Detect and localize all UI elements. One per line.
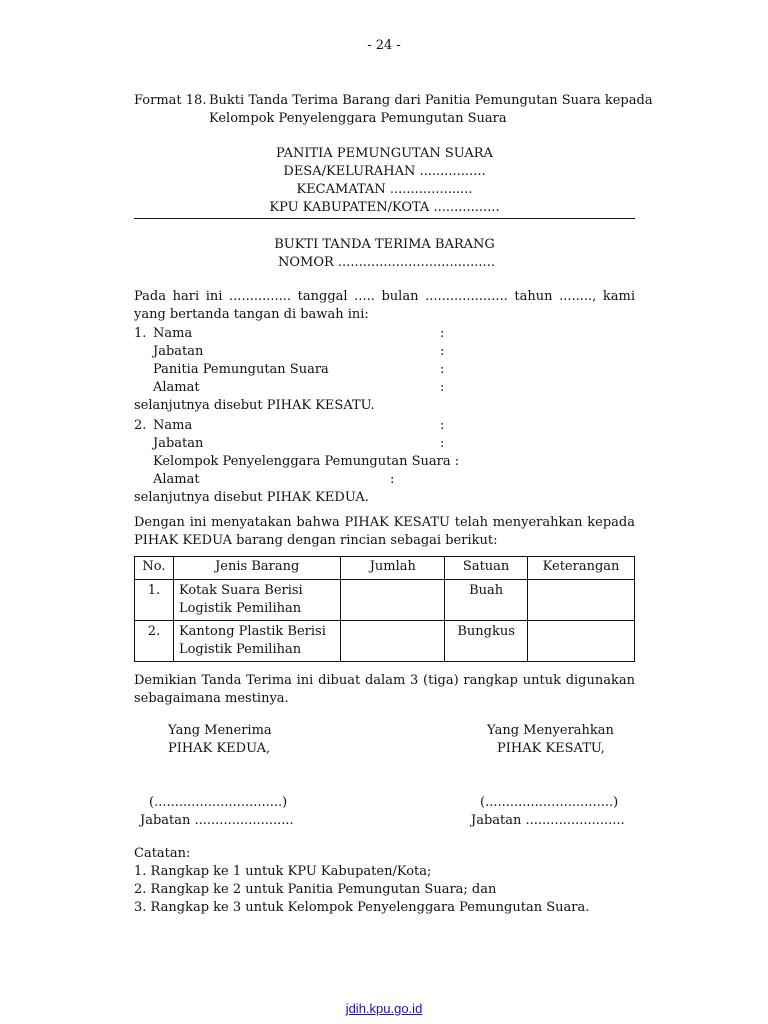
giver-label: Yang Menyerahkan xyxy=(487,723,614,738)
table-header: No. xyxy=(135,557,174,580)
items-table xyxy=(134,556,635,662)
party2-number: 2. xyxy=(134,418,147,433)
party2-field-label: Jabatan xyxy=(153,436,204,451)
party2-field-colon: : xyxy=(440,418,445,433)
header-divider xyxy=(134,218,635,219)
party1-field-label: Panitia Pemungutan Suara xyxy=(153,362,329,377)
format-title-line1: Bukti Tanda Terima Barang dari Panitia Pemungutan Suara kepada xyxy=(209,93,653,108)
closing-statement: Demikian Tanda Terima ini dibuat dalam 3 (tiga) rangkap untuk digunakan sebagaimana mestinya. xyxy=(134,673,635,706)
giver-party: PIHAK KESATU, xyxy=(497,741,605,756)
party2-field-colon: : xyxy=(390,472,395,487)
page-number: - 24 - xyxy=(367,38,401,53)
item-name-line2: Logistik Pemilihan xyxy=(178,642,302,657)
party1-field-label: Nama xyxy=(153,326,193,341)
party1-field-colon: : xyxy=(440,362,445,377)
row-quantity xyxy=(341,580,445,621)
party2-closing: selanjutnya disebut PIHAK KEDUA. xyxy=(134,490,369,505)
item-name-line2: Logistik Pemilihan xyxy=(178,601,302,616)
doc-title: BUKTI TANDA TERIMA BARANG xyxy=(274,237,495,252)
row-remarks xyxy=(528,621,635,662)
notes-title: Catatan: xyxy=(134,846,191,861)
party1-field-colon: : xyxy=(440,326,445,341)
row-number: 2. xyxy=(135,621,174,662)
giver-position: Jabatan ........................ xyxy=(471,813,625,828)
table-header: Jumlah xyxy=(341,557,445,580)
receiver-party: PIHAK KEDUA, xyxy=(168,741,271,756)
row-unit: Buah xyxy=(445,580,528,621)
party2-field-label: Nama xyxy=(153,418,193,433)
header-line4: KPU KABUPATEN/KOTA ................ xyxy=(269,200,500,215)
table-row xyxy=(135,621,635,662)
header-line1: PANITIA PEMUNGUTAN SUARA xyxy=(276,146,493,161)
header-line2: DESA/KELURAHAN ................ xyxy=(283,164,486,179)
note-item: 2. Rangkap ke 2 untuk Panitia Pemungutan Suara; dan xyxy=(134,882,497,897)
giver-signature-name: (...............................) xyxy=(480,795,619,810)
table-header-row xyxy=(135,557,635,580)
row-remarks xyxy=(528,580,635,621)
party1-field-label: Alamat xyxy=(153,380,200,395)
item-name-line1: Kantong Plastik Berisi xyxy=(178,624,326,639)
table-header: Satuan xyxy=(445,557,528,580)
intro-paragraph: Pada hari ini ............... tanggal ..... bulan .................... tahun ........, kami yang bertanda tangan di bawah ini: xyxy=(134,289,635,322)
party2-field-label: Kelompok Penyelenggara Pemungutan Suara : xyxy=(153,454,460,469)
party2-field-colon: : xyxy=(440,436,445,451)
party1-field-label: Jabatan xyxy=(153,344,204,359)
format-title-line2: Kelompok Penyelenggara Pemungutan Suara xyxy=(209,111,507,126)
item-name-line1: Kotak Suara Berisi xyxy=(178,583,303,598)
party2-field-label: Alamat xyxy=(153,472,200,487)
format-label: Format 18. xyxy=(134,93,207,108)
row-item-name xyxy=(173,580,340,621)
table-header: Jenis Barang xyxy=(173,557,340,580)
table-header: Keterangan xyxy=(528,557,635,580)
doc-number: NOMOR ...................................... xyxy=(278,255,495,270)
row-unit: Bungkus xyxy=(445,621,528,662)
handover-statement: Dengan ini menyatakan bahwa PIHAK KESATU telah menyerahkan kepada PIHAK KEDUA barang dengan rincian sebagai berikut: xyxy=(134,515,635,548)
row-number: 1. xyxy=(135,580,174,621)
party1-number: 1. xyxy=(134,326,147,341)
party1-field-colon: : xyxy=(440,344,445,359)
header-line3: KECAMATAN .................... xyxy=(296,182,473,197)
party1-field-colon: : xyxy=(440,380,445,395)
note-item: 3. Rangkap ke 3 untuk Kelompok Penyelenggara Pemungutan Suara. xyxy=(134,900,590,915)
row-item-name xyxy=(173,621,340,662)
note-item: 1. Rangkap ke 1 untuk KPU Kabupaten/Kota; xyxy=(134,864,432,879)
party1-closing: selanjutnya disebut PIHAK KESATU. xyxy=(134,398,375,413)
row-quantity xyxy=(341,621,445,662)
footer-link[interactable]: jdih.kpu.go.id xyxy=(345,1001,423,1016)
receiver-label: Yang Menerima xyxy=(168,723,272,738)
receiver-position: Jabatan ........................ xyxy=(140,813,294,828)
receiver-signature-name: (...............................) xyxy=(149,795,288,810)
table-row xyxy=(135,580,635,621)
